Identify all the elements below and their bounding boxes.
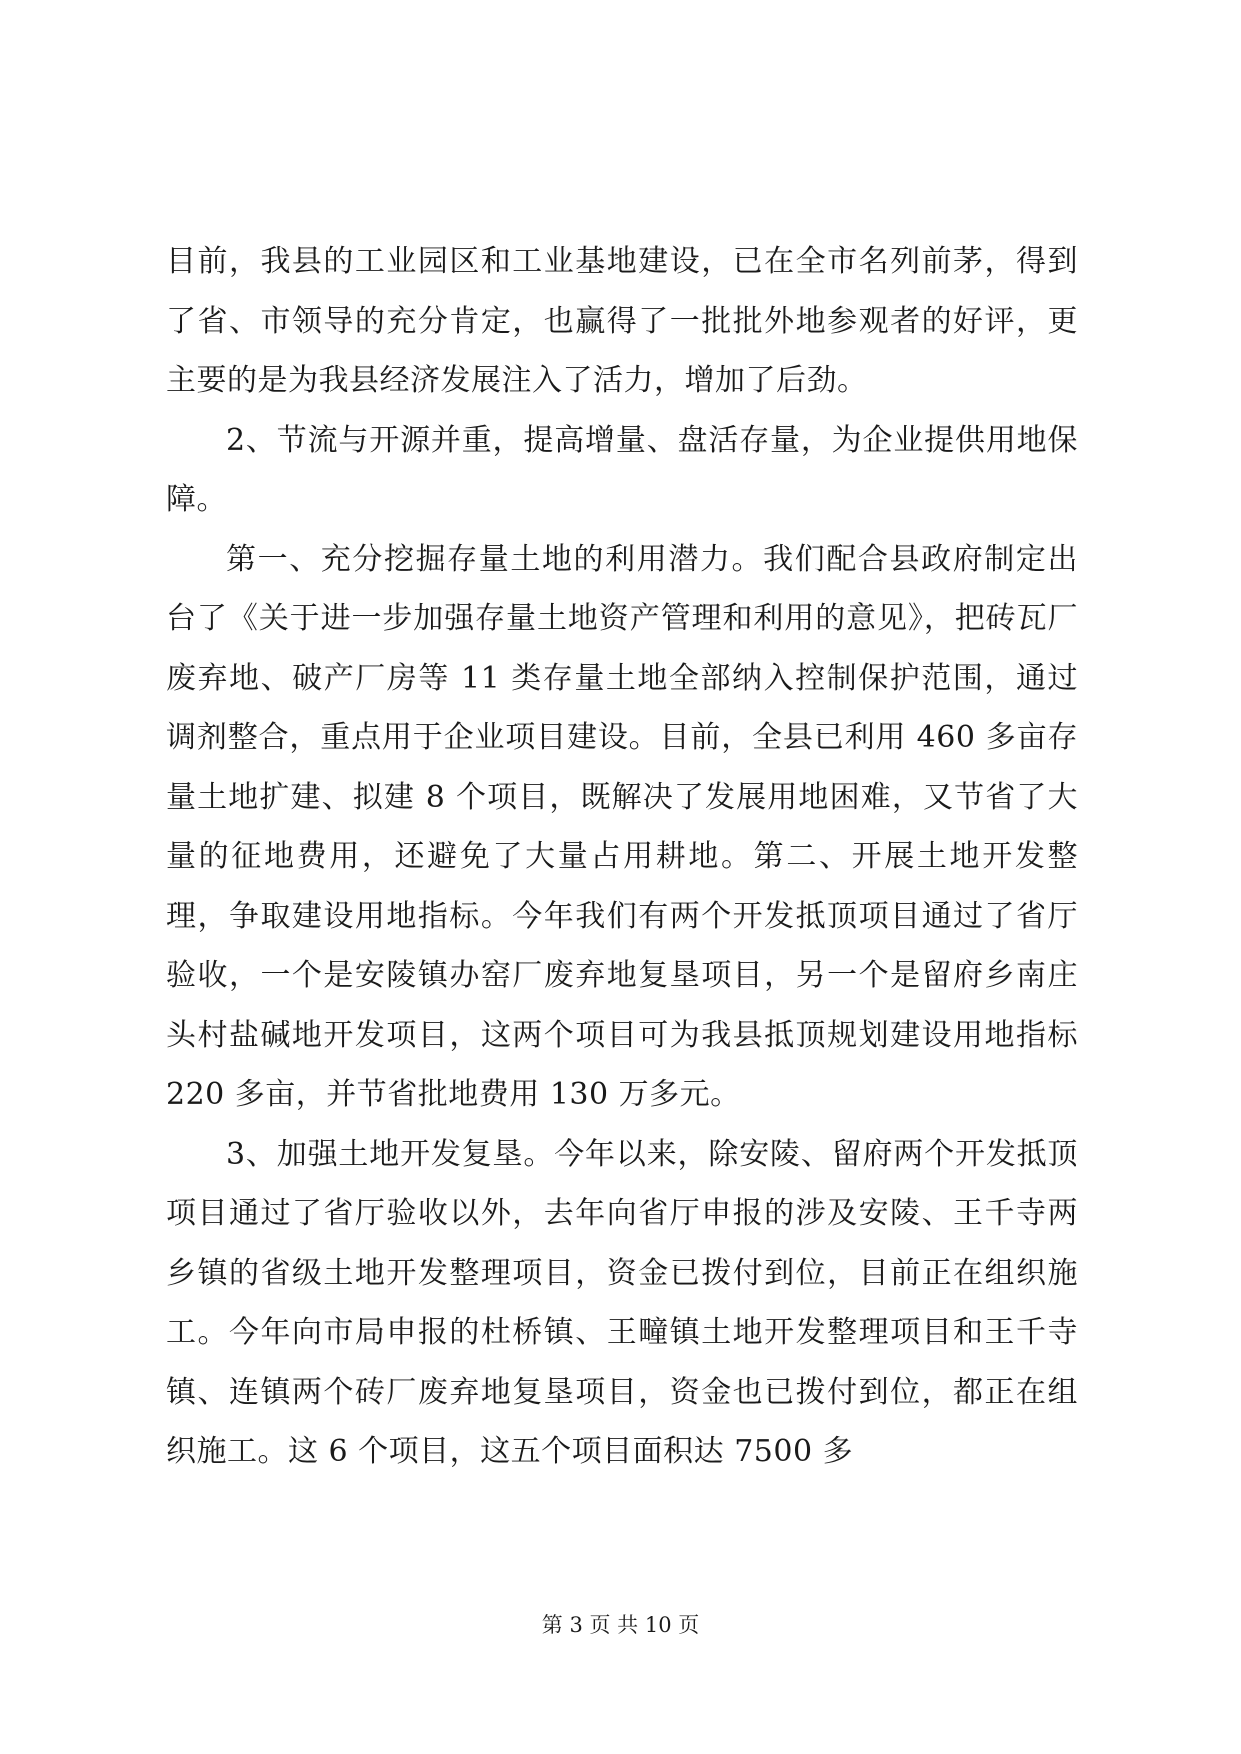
paragraph-1: 目前，我县的工业园区和工业基地建设，已在全市名列前茅，得到了省、市领导的充分肯定，也赢得了一批批外地参观者的好评，更主要的是为我县经济发展注入了活力，增加了后劲。 [166,244,1078,398]
page-number-footer: 第 3 页 共 10 页 [541,1613,700,1637]
document-body [166,232,1078,1482]
paragraph-4: 3、加强土地开发复垦。今年以来，除安陵、留府两个开发抵顶项目通过了省厅验收以外，去年向省厅申报的涉及安陵、王千寺两乡镇的省级土地开发整理项目，资金已拨付到位，目前正在组织施工。今年向市局申报的杜桥镇、王疃镇土地开发整理项目和王千寺镇、连镇两个砖厂废弃地复垦项目，资金也已拨付到位，都正在组织施工。这 6 个项目，这五个项目面积达 7500 多 [166,1136,1078,1469]
paragraph-3: 第一、充分挖掘存量土地的利用潜力。我们配合县政府制定出台了《关于进一步加强存量土地资产管理和利用的意见》，把砖瓦厂废弃地、破产厂房等 11 类存量土地全部纳入控制保护范围，通过调剂整合，重点用于企业项目建设。目前，全县已利用 460 多亩存量土地扩建、拟建 8 个项目，既解决了发展用地困难，又节省了大量的征地费用，还避免了大量占用耕地。第二、开展土地开发整理，争取建设用地指标。今年我们有两个开发抵顶项目通过了省厅验收，一个是安陵镇办窑厂废弃地复垦项目，另一个是留府乡南庄头村盐碱地开发项目，这两个项目可为我县抵顶规划建设用地指标 220 多亩，并节省批地费用 130 万多元。 [166,541,1078,1112]
paragraph-2: 2、节流与开源并重，提高增量、盘活存量，为企业提供用地保障。 [166,422,1078,517]
